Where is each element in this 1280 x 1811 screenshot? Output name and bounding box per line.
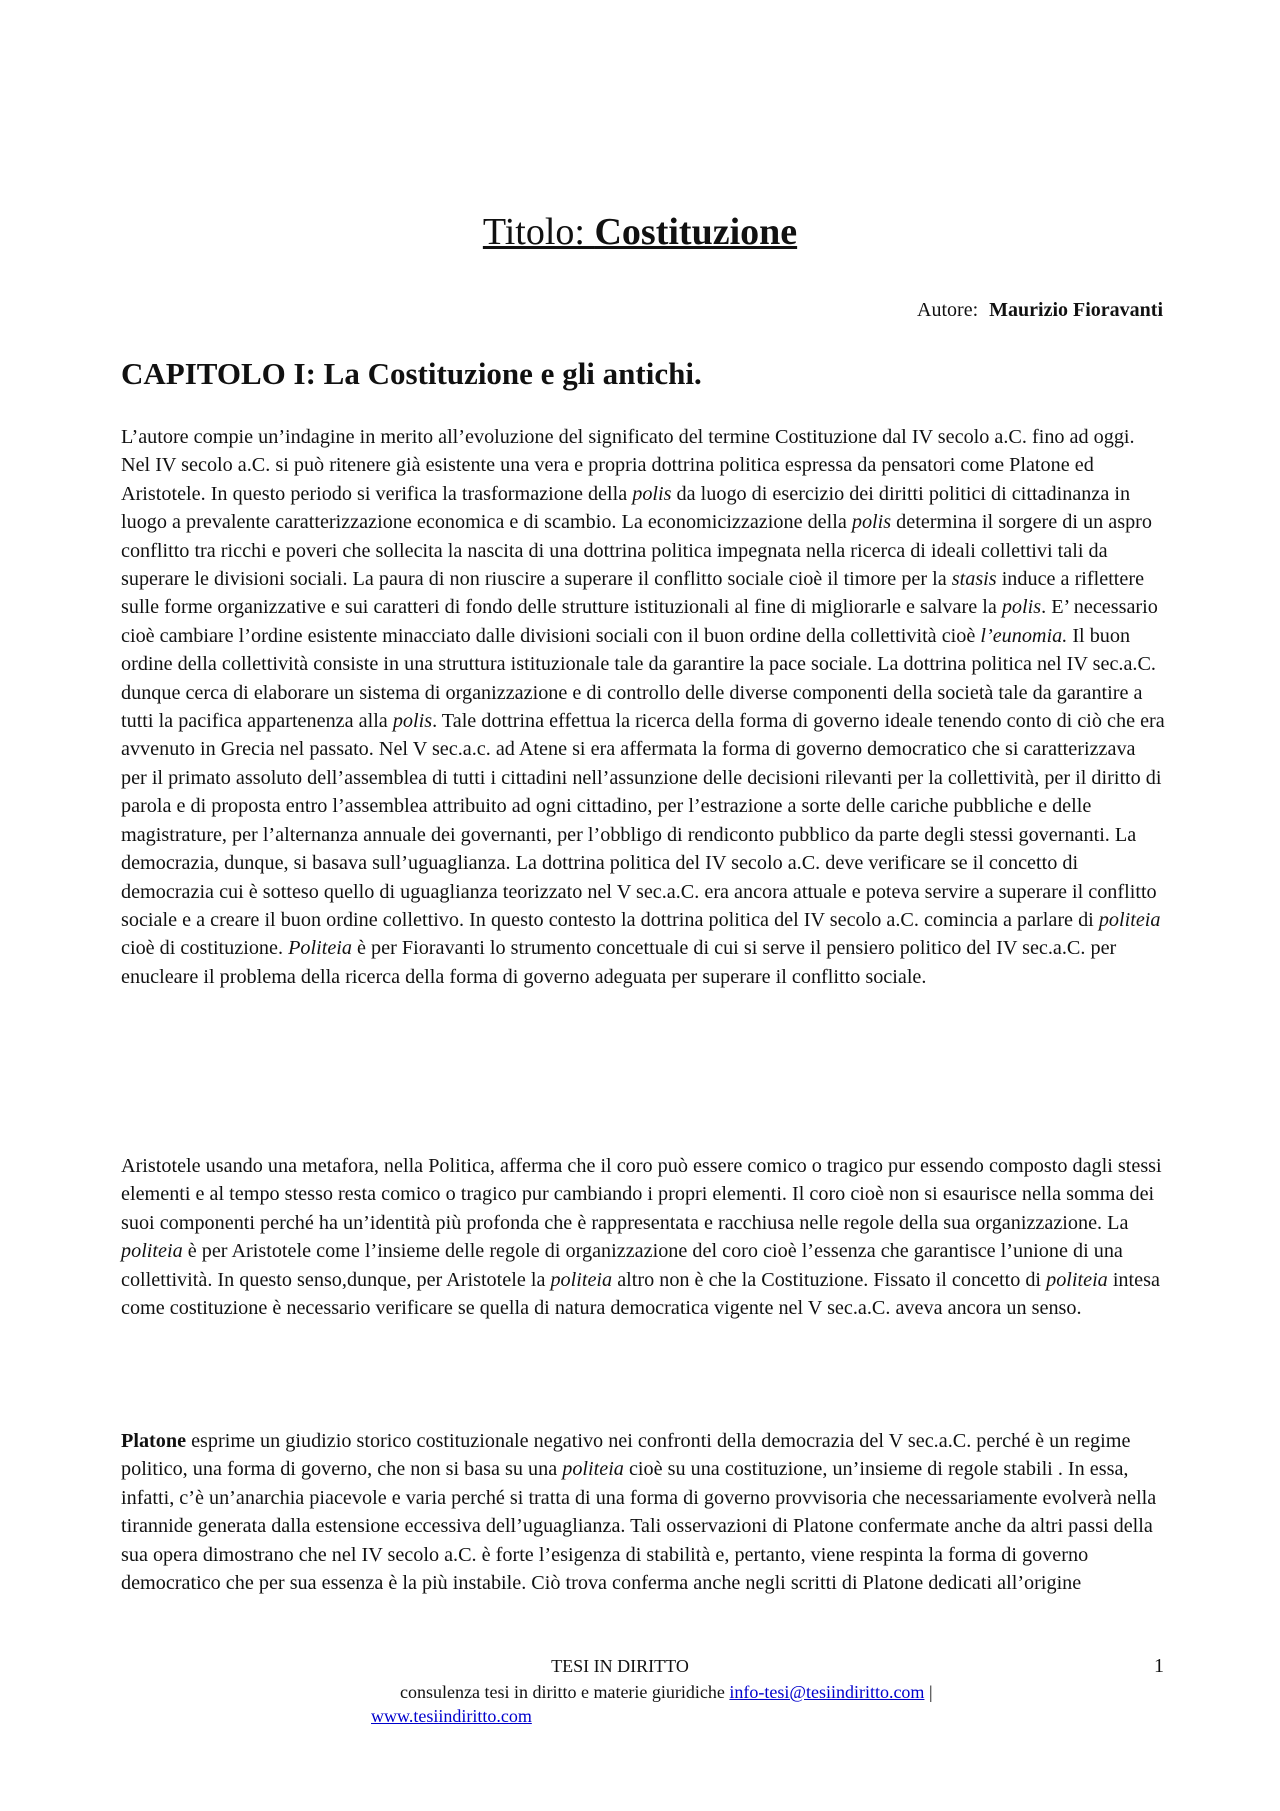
italic-term: politeia [1046, 1268, 1108, 1291]
italic-term: polis [632, 482, 672, 505]
text-run: determina il sorgere di un aspro conflitto tra ricchi e poveri che sollecita la nascita di una dottrina politica impegnata nella ricerca di ideali collettivi tali da superare le divisioni sociali. La paura di non riuscire a superare il conflitto sociale cioè il timore per la [121, 511, 1152, 591]
text-run: Aristotele usando una metafora, nella Politica, afferma che il coro può essere comico o tragico pur essendo composto dagli stessi elementi e al tempo stesso resta comico o tragico pur cambiando i propri elementi. Il coro cioè non si esaurisce nella somma dei suoi componenti perché ha un’identità più profonda che è rappresentata e racchiusa nelle regole della sua organizzazione. La [121, 1155, 1162, 1234]
italic-term: stasis [951, 568, 997, 591]
paragraph-1 [121, 423, 1165, 991]
page-number: 1 [1154, 1655, 1164, 1677]
italic-term: politeia [562, 1458, 624, 1481]
text-run: è per Aristotele come l’insieme delle regole di organizzazione del coro cioè l’essenza che garantisce l’unione di una collettività. In questo senso,dunque, per Aristotele la [121, 1240, 1123, 1291]
italic-term: polis [392, 710, 433, 733]
text-run: esprime un giudizio storico costituzionale negativo nei confronti della democrazia del V sec.a.C. perché è un regime politico, una forma di governo, che non si basa su una [121, 1430, 1131, 1481]
footer-website-link[interactable]: www.tesiindiritto.com [371, 1706, 532, 1726]
author-line [917, 296, 1163, 324]
text-run: da luogo di esercizio dei diritti politici di cittadinanza in luogo a prevalente caratterizzazione economica e di scambio. La economicizzazione della [121, 482, 1131, 534]
text-run: Il buon ordine della collettività consiste in una struttura istituzionale tale da garantire la pace sociale. La dottrina politica nel IV sec.a.C. dunque cerca di elaborare un sistema di organizzazione e di controllo delle diverse componenti della società tale da garantire a tutti la pacifica appartenenza alla [121, 624, 1156, 733]
footer-title: TESI IN DIRITTO [551, 1656, 689, 1676]
footer-website-line [371, 1704, 532, 1729]
italic-term: l’eunomia. [980, 624, 1068, 647]
text-run: altro non è che la Costituzione. Fissato il concetto di [612, 1268, 1047, 1291]
text-run: cioè su una costituzione, un’insieme di regole stabili . In essa, infatti, c’è un’anarchia piacevole e varia perché si tratta di una forma di governo provvisoria che necessariamente evolverà nella tirannide generata dalla estensione eccessiva dell’uguaglianza. Tali osservazioni di Platone confermate anche da altri passi della sua opera dimostrano che nel IV secolo a.C. è forte l’esigenza di stabilità e, pertanto, viene respinta la forma di governo democratico che per sua essenza è la più instabile. Ciò trova conferma anche negli scritti di Platone dedicati all’origine [121, 1458, 1157, 1595]
italic-term: politeia [121, 1240, 183, 1263]
italic-term: Politeia [288, 937, 352, 960]
chapter-heading: CAPITOLO I: La Costituzione e gli antichi. [121, 356, 702, 391]
italic-term: politeia [550, 1268, 613, 1291]
document-title [0, 208, 1280, 256]
text-run: . Tale dottrina effettua la ricerca della forma di governo ideale tenendo conto di ciò che era avvenuto in Grecia nel passato. Nel V sec.a.c. ad Atene si era affermata la forma di governo democratico che si caratterizzava per il primato assoluto dell’assemblea di tutti i cittadini nell’assunzione delle decisioni rilevanti per la collettività, per il diritto di parola e di proposta entro l’assemblea attribuito ad ogni cittadino, per l’estrazione a sorte delle cariche pubbliche e delle magistrature, per l’alternanza annuale dei governanti, per l’obbligo di rendiconto pubblico da parte degli stessi governanti. La democrazia, dunque, si basava sull’uguaglianza. La dottrina politica del IV secolo a.C. deve verificare se il concetto di democrazia cui è sotteso quello di uguaglianza teorizzato nel V sec.a.C. era ancora attuale e poteva servire a superare il conflitto sociale e a creare il buon ordine collettivo. In questo contesto la dottrina politica del IV secolo a.C. comincia a parlare di [121, 710, 1165, 931]
text-run: . E’ necessario cioè cambiare l’ordine esistente minacciato dalle divisioni sociali con il buon ordine della collettività cioè [121, 596, 1158, 647]
footer-email-link[interactable]: info-tesi@tesiindiritto.com [729, 1682, 925, 1702]
footer-consult-text: consulenza tesi in diritto e materie giuridiche [400, 1682, 730, 1702]
paragraph-3 [121, 1427, 1165, 1597]
title-prefix: Titolo: [482, 211, 595, 253]
author-name: Maurizio Fioravanti [989, 299, 1163, 321]
italic-term: polis [1001, 596, 1042, 619]
italic-term: polis [851, 511, 892, 534]
footer-contact-line [400, 1680, 933, 1705]
footer-separator: | [924, 1682, 933, 1702]
text-run: cioè di costituzione. [121, 937, 289, 960]
text-run: L’autore compie un’indagine in merito all’evoluzione del significato del termine Costituzione dal IV secolo a.C. fino ad oggi. Nel IV secolo a.C. si può ritenere già esistente una vera e propria dottrina politica espressa da pensatori come Platone ed Aristotele. In questo periodo si verifica la trasformazione della [121, 426, 1135, 505]
text-run: induce a riflettere sulle forme organizzative e sui caratteri di fondo delle strutture istituzionali al fine di migliorarle e salvare la [121, 568, 1145, 619]
text-run: intesa come costituzione è necessario verificare se quella di natura democratica vigente nel V sec.a.C. aveva ancora un senso. [121, 1268, 1160, 1320]
italic-term: politeia [1098, 908, 1161, 931]
author-label: Autore: [917, 299, 979, 321]
bold-term: Platone [121, 1430, 187, 1452]
text-run: è per Fioravanti lo strumento concettuale di cui si serve il pensiero politico del IV sec.a.C. per enucleare il problema della ricerca della forma di governo adeguata per superare il conflitto sociale. [121, 937, 1117, 988]
paragraph-2 [121, 1152, 1165, 1322]
title-main: Costituzione [594, 211, 798, 253]
